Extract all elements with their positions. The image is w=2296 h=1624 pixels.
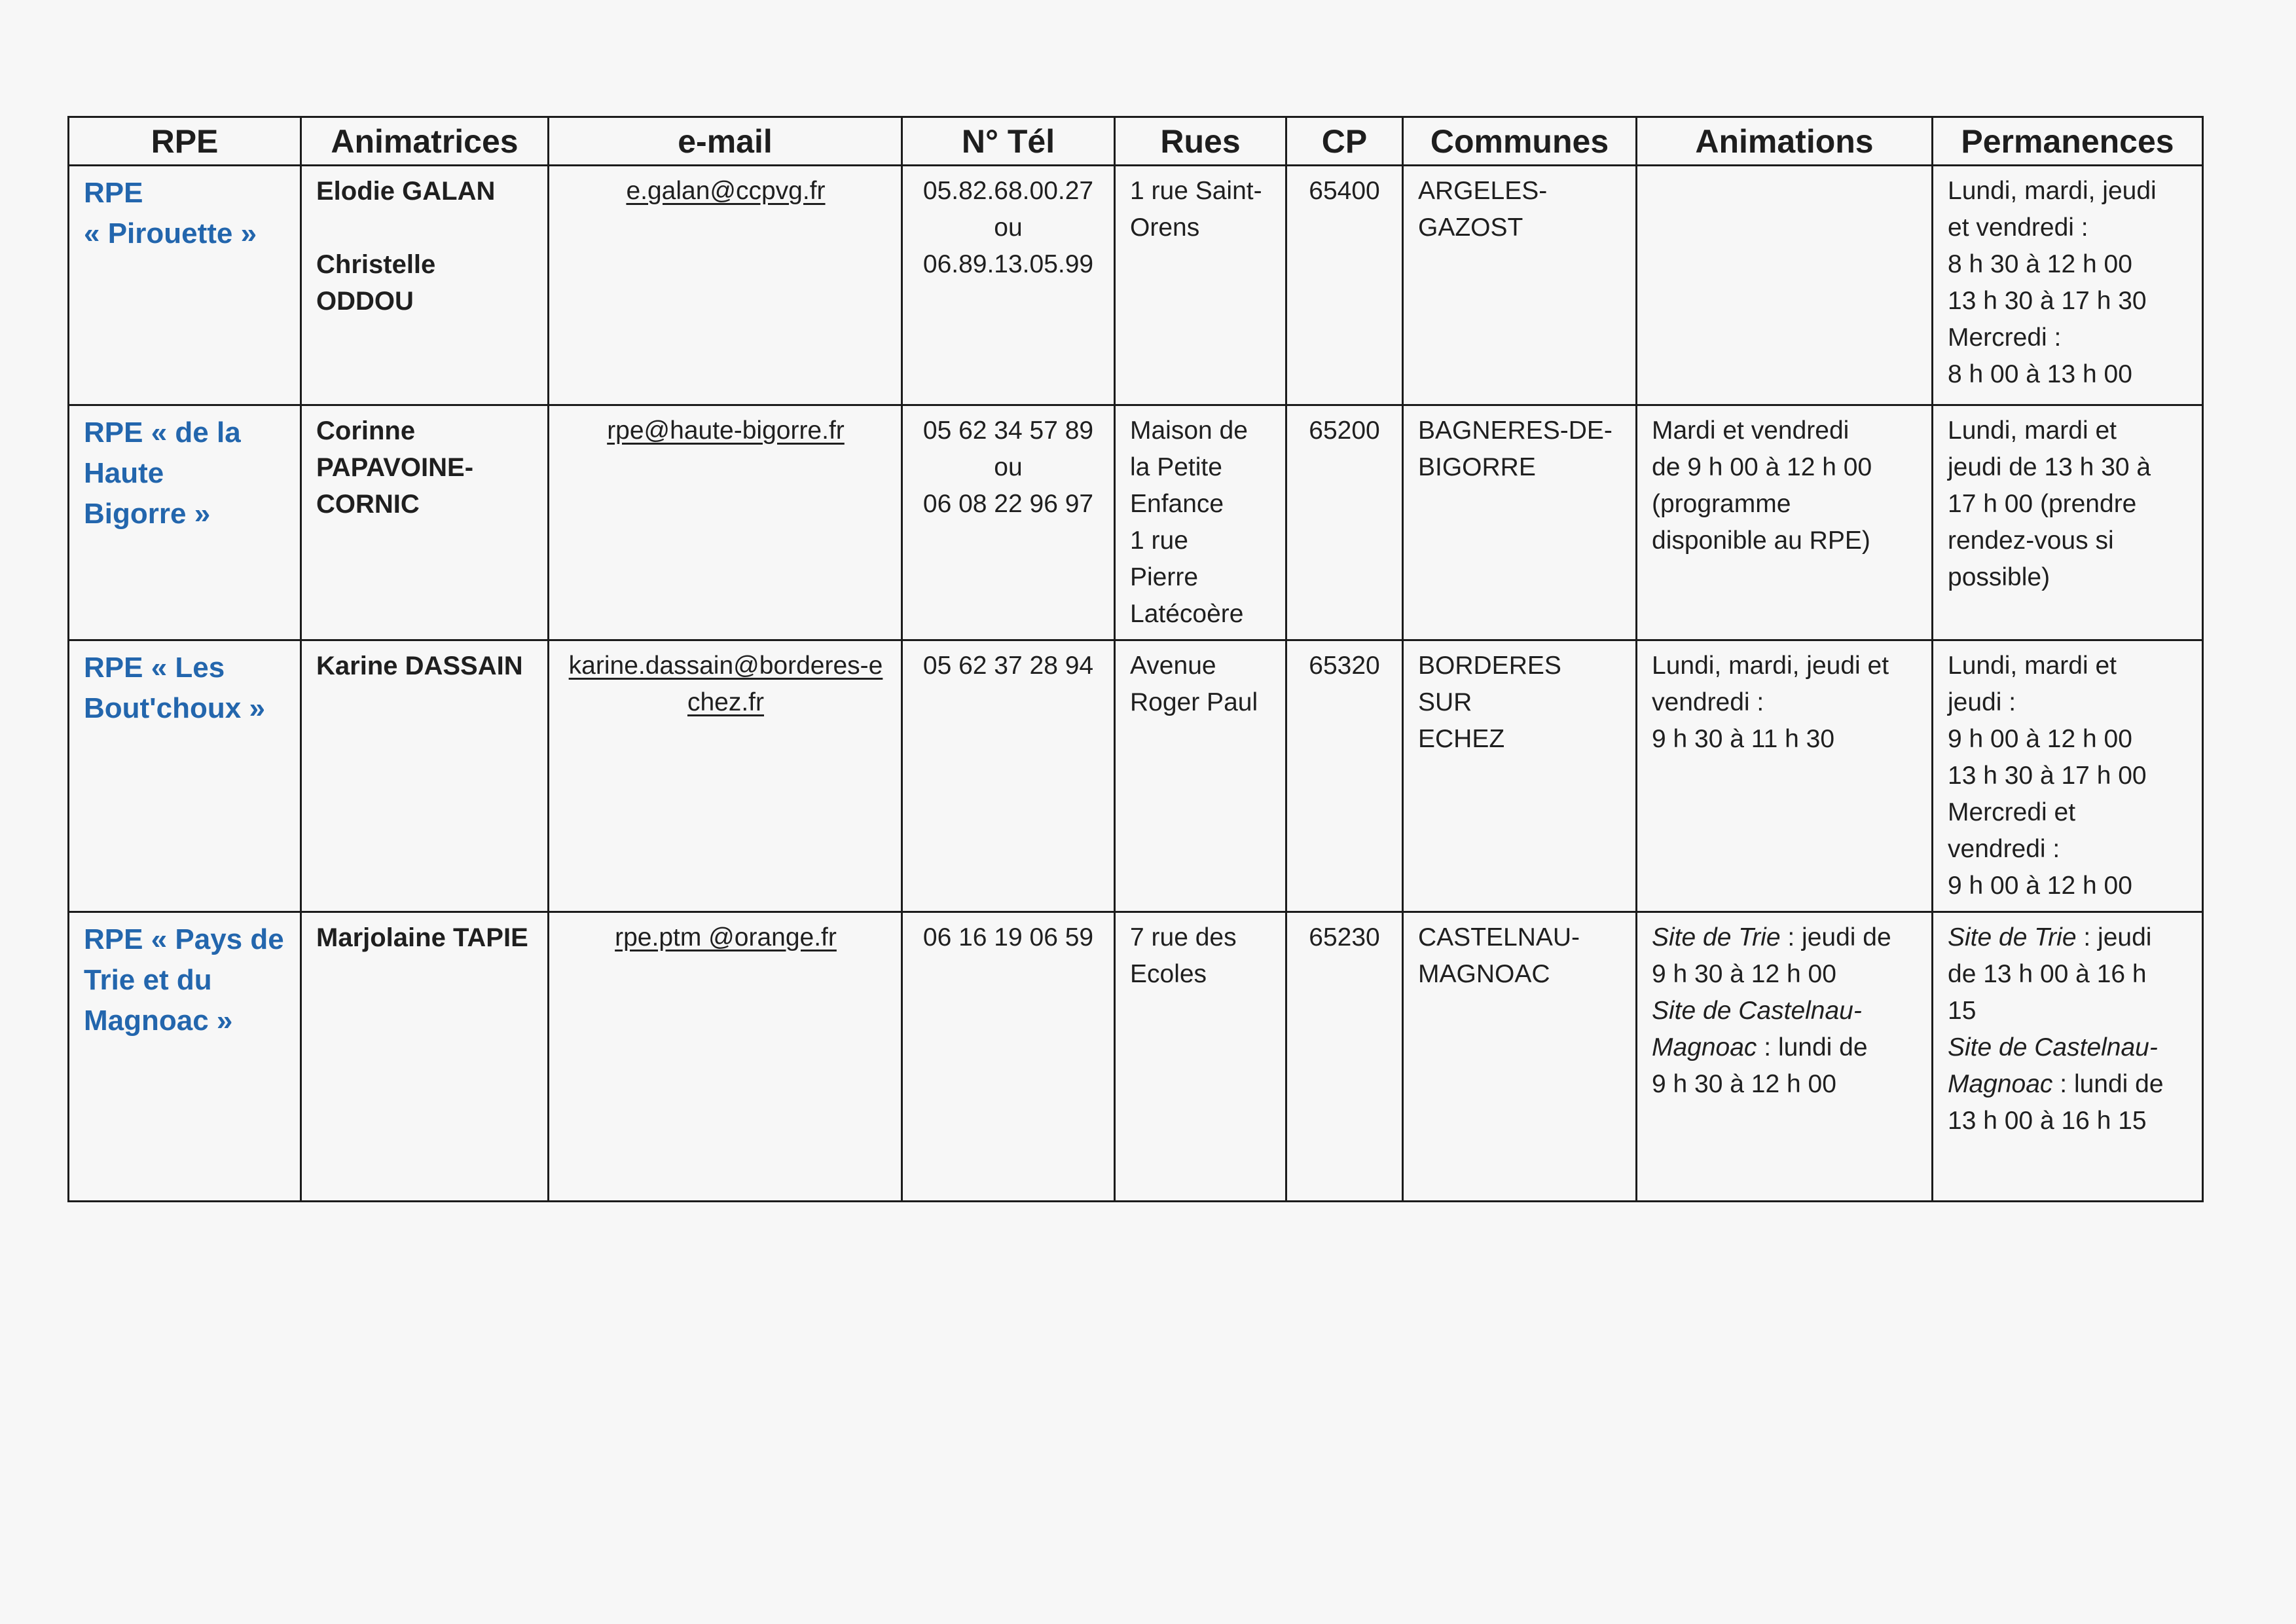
phone-cell	[902, 912, 1115, 1202]
schedule-text: 15	[1948, 997, 1977, 1025]
animations-cell	[1637, 912, 1933, 1202]
site-label: Magnoac	[1948, 1070, 2053, 1098]
street-line: Roger Paul	[1130, 688, 1258, 716]
permanence-line	[1948, 993, 2189, 1029]
street-line: Ecoles	[1130, 960, 1207, 988]
table-header-row	[69, 117, 2203, 166]
animation-line: de 9 h 00 à 12 h 00	[1652, 453, 1872, 481]
schedule-text: : lundi de	[1757, 1033, 1868, 1061]
commune-line: ECHEZ	[1418, 725, 1505, 753]
header-rues: Rues	[1115, 117, 1286, 166]
commune-cell	[1403, 405, 1637, 640]
animatrice-line: Marjolaine TAPIE	[316, 923, 528, 952]
animatrice-line: CORNIC	[316, 490, 420, 519]
header-cp: CP	[1286, 117, 1403, 166]
rpe-name-cell	[69, 405, 301, 640]
street-cell	[1115, 640, 1286, 912]
table-row	[69, 640, 2203, 912]
animatrices-cell	[301, 405, 549, 640]
animation-line	[1652, 1066, 1918, 1103]
permanence-line: Lundi, mardi et	[1948, 416, 2117, 445]
schedule-text: de 13 h 00 à 16 h	[1948, 960, 2147, 988]
animation-line: Lundi, mardi, jeudi et	[1652, 652, 1889, 680]
animatrice-line: Karine DASSAIN	[316, 652, 523, 680]
permanence-line: jeudi de 13 h 30 à	[1948, 453, 2151, 481]
schedule-text: 9 h 30 à 12 h 00	[1652, 1070, 1836, 1098]
header-permanences: Permanences	[1933, 117, 2203, 166]
animatrices-cell	[301, 912, 549, 1202]
commune-line: BIGORRE	[1418, 453, 1536, 481]
street-line: Pierre	[1130, 563, 1199, 591]
postal-code-cell: 65400	[1286, 166, 1403, 405]
commune-line: MAGNOAC	[1418, 960, 1550, 988]
phone-cell	[902, 640, 1115, 912]
animation-line	[1652, 1029, 1918, 1066]
animation-line	[1652, 919, 1918, 956]
header-email: e-mail	[549, 117, 902, 166]
animatrice-line: Elodie GALAN	[316, 177, 496, 206]
animation-line: 9 h 30 à 11 h 30	[1652, 725, 1835, 753]
animations-cell	[1637, 405, 1933, 640]
permanence-line: 13 h 30 à 17 h 00	[1948, 762, 2147, 790]
rpe-name-cell	[69, 166, 301, 405]
street-line: Enfance	[1130, 490, 1224, 518]
commune-cell	[1403, 912, 1637, 1202]
postal-code-cell: 65200	[1286, 405, 1403, 640]
commune-cell	[1403, 166, 1637, 405]
schedule-text: 13 h 00 à 16 h 15	[1948, 1107, 2147, 1135]
permanence-line: jeudi :	[1948, 688, 2016, 716]
permanence-line: 17 h 00 (prendre	[1948, 490, 2137, 518]
permanence-line	[1948, 1066, 2189, 1103]
permanence-line: rendez-vous si	[1948, 526, 2114, 555]
phone-line: ou	[994, 213, 1023, 242]
phone-line: 05 62 34 57 89	[922, 416, 1094, 445]
site-label: Site de Castelnau-	[1948, 1033, 2158, 1061]
animatrice-spacer	[316, 210, 534, 246]
rpe-name-line: « Pirouette »	[84, 217, 257, 249]
email-link[interactable]: rpe.ptm @orange.fr	[615, 923, 837, 951]
permanences-cell	[1933, 912, 2203, 1202]
permanence-line: Mercredi :	[1948, 323, 2062, 352]
street-line: Maison de	[1130, 416, 1248, 445]
permanences-cell	[1933, 166, 2203, 405]
header-communes: Communes	[1403, 117, 1637, 166]
schedule-text: 9 h 30 à 12 h 00	[1652, 960, 1836, 988]
permanence-line: 8 h 00 à 13 h 00	[1948, 360, 2132, 388]
header-animatrices: Animatrices	[301, 117, 549, 166]
permanence-line: 13 h 30 à 17 h 30	[1948, 287, 2147, 315]
permanences-cell	[1933, 640, 2203, 912]
table-row	[69, 405, 2203, 640]
header-animations: Animations	[1637, 117, 1933, 166]
commune-cell	[1403, 640, 1637, 912]
permanence-line: Lundi, mardi et	[1948, 652, 2117, 680]
rpe-name-line: RPE « Les	[84, 652, 225, 684]
animatrice-line: ODDOU	[316, 287, 414, 316]
rpe-name-line: Haute	[84, 457, 164, 489]
email-cell	[549, 405, 902, 640]
permanence-line: et vendredi :	[1948, 213, 2088, 242]
street-line: 1 rue	[1130, 526, 1188, 555]
permanence-line: Mercredi et	[1948, 798, 2076, 826]
site-label: Site de Castelnau-	[1652, 997, 1862, 1025]
animation-line: Mardi et vendredi	[1652, 416, 1850, 445]
animations-cell	[1637, 166, 1933, 405]
animatrices-cell	[301, 640, 549, 912]
postal-code-cell: 65320	[1286, 640, 1403, 912]
rpe-name-line: RPE « Pays de	[84, 923, 284, 955]
header-tel: N° Tél	[902, 117, 1115, 166]
email-cell	[549, 912, 902, 1202]
phone-cell	[902, 166, 1115, 405]
commune-line: BORDERES SUR	[1418, 652, 1561, 716]
permanence-line	[1948, 1103, 2189, 1139]
permanence-line: 8 h 30 à 12 h 00	[1948, 250, 2132, 278]
rpe-name-line: Bout'choux »	[84, 692, 265, 724]
email-link[interactable]: rpe@haute-bigorre.fr	[607, 416, 845, 445]
schedule-text: : lundi de	[2052, 1070, 2164, 1098]
rpe-name-line: RPE « de la	[84, 416, 241, 449]
permanence-line	[1948, 956, 2189, 993]
permanence-line: possible)	[1948, 563, 2050, 591]
animatrices-cell	[301, 166, 549, 405]
phone-line: 06 08 22 96 97	[922, 490, 1094, 518]
animation-line	[1652, 993, 1918, 1029]
table-row	[69, 912, 2203, 1202]
site-label: Site de Trie	[1652, 923, 1781, 951]
animatrice-line: Christelle	[316, 250, 436, 279]
animation-line: disponible au RPE)	[1652, 526, 1870, 555]
commune-line: ARGELES-	[1418, 177, 1548, 205]
rpe-directory-table	[67, 116, 2204, 1202]
commune-line: BAGNERES-DE-	[1418, 416, 1613, 445]
permanence-line: Lundi, mardi, jeudi	[1948, 177, 2157, 205]
permanences-cell	[1933, 405, 2203, 640]
phone-line: 05 62 37 28 94	[922, 652, 1094, 680]
rpe-name-line: Bigorre »	[84, 498, 211, 530]
email-cell	[549, 166, 902, 405]
commune-line: CASTELNAU-	[1418, 923, 1580, 951]
site-label: Site de Trie	[1948, 923, 2077, 951]
street-cell	[1115, 405, 1286, 640]
street-cell	[1115, 166, 1286, 405]
permanence-line	[1948, 1029, 2189, 1066]
street-line: 7 rue des	[1130, 923, 1237, 951]
phone-line: ou	[994, 453, 1023, 481]
rpe-name-line: Magnoac »	[84, 1005, 233, 1037]
animation-line: (programme	[1652, 490, 1791, 518]
document-page	[67, 116, 2202, 1202]
rpe-name-cell	[69, 912, 301, 1202]
animatrice-line: PAPAVOINE-	[316, 453, 474, 482]
permanence-line: 9 h 00 à 12 h 00	[1948, 872, 2132, 900]
phone-line: 06.89.13.05.99	[922, 250, 1094, 278]
schedule-text: : jeudi de	[1780, 923, 1891, 951]
phone-line: 05.82.68.00.27	[922, 177, 1094, 205]
permanence-line: vendredi :	[1948, 835, 2060, 863]
street-line: Latécoère	[1130, 600, 1244, 628]
street-line: Avenue	[1130, 652, 1216, 680]
street-line: 1 rue Saint-	[1130, 177, 1262, 205]
street-cell	[1115, 912, 1286, 1202]
rpe-name-cell	[69, 640, 301, 912]
email-link[interactable]: karine.dassain@borderes-echez.fr	[568, 652, 883, 716]
commune-line: GAZOST	[1418, 213, 1523, 242]
rpe-name-line: Trie et du	[84, 964, 212, 996]
street-line: la Petite	[1130, 453, 1222, 481]
site-label: Magnoac	[1652, 1033, 1757, 1061]
phone-line: 06 16 19 06 59	[922, 923, 1094, 951]
permanence-line: 9 h 00 à 12 h 00	[1948, 725, 2132, 753]
animation-line: vendredi :	[1652, 688, 1764, 716]
animations-cell	[1637, 640, 1933, 912]
phone-cell	[902, 405, 1115, 640]
header-rpe: RPE	[69, 117, 301, 166]
schedule-text: : jeudi	[2076, 923, 2152, 951]
email-link[interactable]: e.galan@ccpvg.fr	[626, 177, 826, 205]
street-line: Orens	[1130, 213, 1200, 242]
rpe-name-line: RPE	[84, 177, 143, 209]
email-cell	[549, 640, 902, 912]
postal-code-cell: 65230	[1286, 912, 1403, 1202]
animation-line	[1652, 956, 1918, 993]
permanence-line	[1948, 919, 2189, 956]
animatrice-line: Corinne	[316, 416, 416, 445]
table-row	[69, 166, 2203, 405]
